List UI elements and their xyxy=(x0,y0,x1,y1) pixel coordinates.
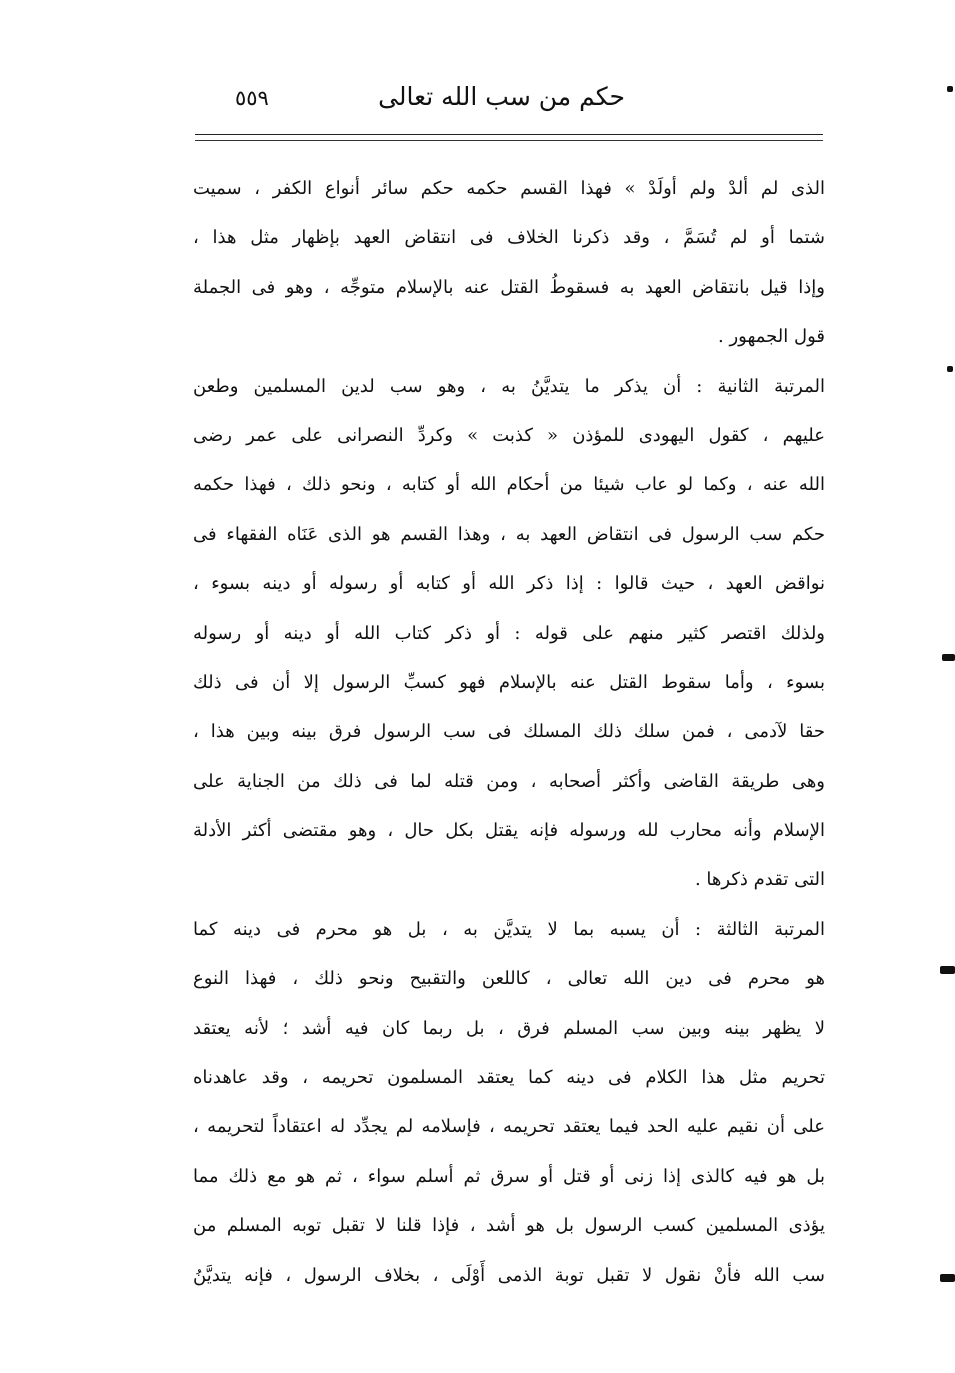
text-line: قول الجمهور . xyxy=(718,326,825,348)
text-line: شتما أو لم تُسَمَّ ، وقد ذكرنا الخلاف فى انتقاض العهد بإظهار مثل هذا ، xyxy=(193,227,825,249)
text-line: حقا لآدمى ، فمن سلك ذلك المسلك فى سب الرسول فرق بينه وبين هذا ، xyxy=(193,721,825,743)
text-line: التى تقدم ذكرها . xyxy=(694,869,825,891)
text-line: بل هو فيه كالذى إذا زنى أو قتل أو سرق ثم أسلم سواء ، ثم هو مع ذلك مما xyxy=(193,1165,825,1187)
paragraph-1 xyxy=(193,164,825,362)
scan-mark xyxy=(940,1274,955,1282)
paragraph-2 xyxy=(193,362,825,905)
text-line: وهى طريقة القاضى وأكثر أصحابه ، ومن قتله لما فى ذلك من الجناية على xyxy=(193,770,825,792)
text-line: هو محرم فى دين الله تعالى ، كاللعن والتقبيح ونحو ذلك ، فهذا النوع xyxy=(193,968,825,990)
text-line: نواقض العهد ، حيث قالوا : إذا ذكر الله أو كتابه أو رسوله أو دينه بسوء ، xyxy=(193,573,825,595)
text-line: عليهم ، كقول اليهودى للمؤذن « كذبت » وكردِّ النصرانى على عمر رضى xyxy=(193,424,825,446)
header-rule-secondary xyxy=(195,140,823,141)
text-line: تحريم مثل هذا الكلام فى دينه كما يعتقد المسلمون تحريمه ، وقد عاهدناه xyxy=(193,1067,825,1089)
text-line: الله عنه ، وكما لو عاب شيئا من أحكام الله أو كتابه ، ونحو ذلك ، فهذا حكمه xyxy=(193,474,825,496)
text-line: لا يظهر بينه وبين سب المسلم فرق ، بل ربما كان فيه أشد ؛ لأنه يعتقد xyxy=(193,1017,825,1039)
scan-mark xyxy=(947,86,953,92)
running-title: حكم من سب الله تعالى xyxy=(378,82,625,111)
text-line: بسوء ، وأما سقوط القتل عنه بالإسلام فهو كسبِّ الرسول إلا أن فى ذلك xyxy=(193,671,825,693)
page-number: ٥٥٩ xyxy=(235,86,269,110)
text-line: المرتبة الثالثة : أن يسبه بما لا يتديَّن به ، بل هو محرم فى دينه كما xyxy=(193,918,825,940)
text-line: حكم سب الرسول فى انتقاض العهد به ، وهذا القسم هو الذى عَنَاه الفقهاء فى xyxy=(193,523,825,545)
text-line: يؤذى المسلمين كسب الرسول بل هو أشد ، فإذا قلنا لا تقبل توبه المسلم من xyxy=(193,1215,825,1237)
text-line: سب الله فأنْ نقول لا تقبل توبة الذمى أَوْلَى ، بخلاف الرسول ، فإنه يتديَّنُ xyxy=(193,1264,825,1286)
paragraph-3 xyxy=(193,905,825,1300)
page-header xyxy=(195,82,825,122)
header-rule xyxy=(195,134,823,135)
scan-mark xyxy=(947,366,953,372)
text-line: المرتبة الثانية : أن يذكر ما يتديَّنُ به ، وهو سب لدين المسلمين وطعن xyxy=(193,375,825,397)
text-line: ولذلك اقتصر كثير منهم على قوله : أو ذكر كتاب الله أو دينه أو رسوله xyxy=(193,622,825,644)
text-line: الذى لم ألدْ ولم أولَدْ » فهذا القسم حكمه حكم سائر أنواع الكفر ، سميت xyxy=(193,178,825,199)
scan-mark xyxy=(940,966,955,974)
text-line: على أن نقيم عليه الحد فيما يعتقد تحريمه ، فإسلامه لم يجدِّد له اعتقاداً لتحريمه ، xyxy=(193,1116,825,1138)
body-text xyxy=(193,164,825,1300)
text-line: وإذا قيل بانتقاض العهد به فسقوطُ القتل عنه بالإسلام متوجِّه ، وهو فى الجملة xyxy=(193,276,825,298)
text-line: الإسلام وأنه محارب لله ورسوله فإنه يقتل بكل حال ، وهو مقتضى أكثر الأدلة xyxy=(193,820,825,842)
scan-mark xyxy=(942,654,955,661)
